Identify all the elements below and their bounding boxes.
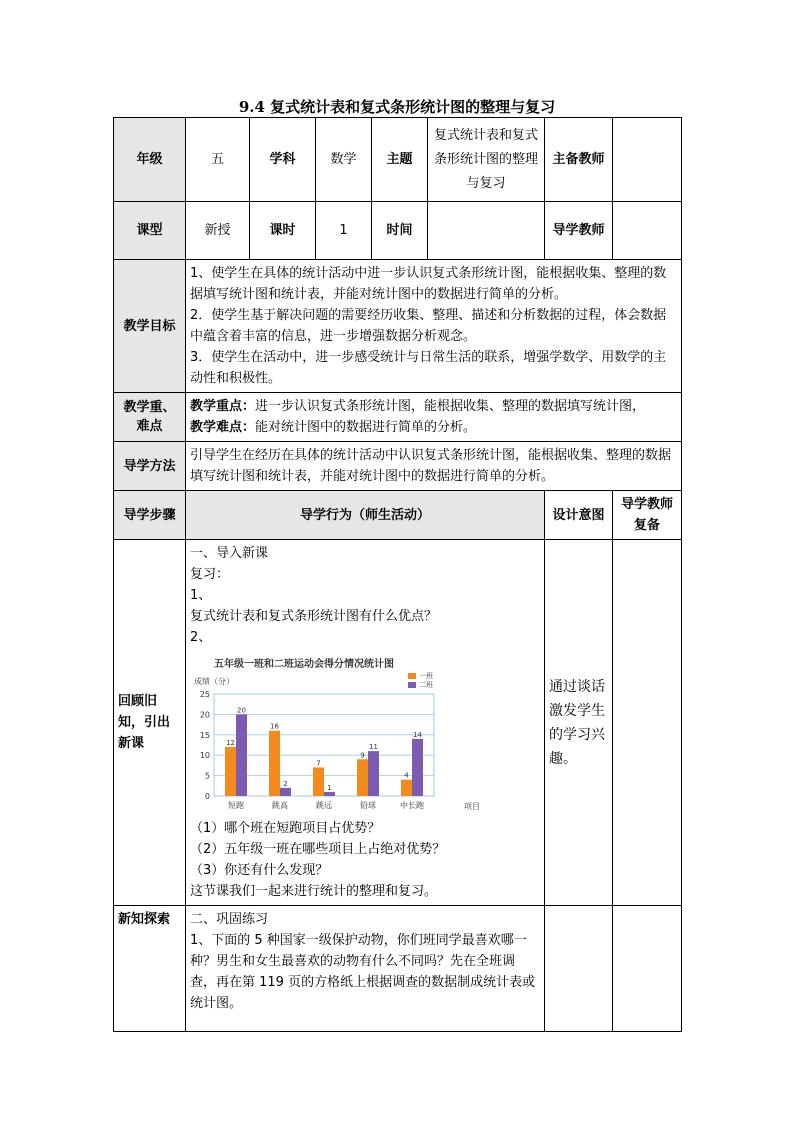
chart-title: 五年级一班和二班运动会得分情况统计图 xyxy=(214,659,394,670)
lesson-type-value: 新授 xyxy=(186,202,250,260)
section2-review xyxy=(613,906,682,1032)
goal-item: 2．使学生基于解决问题的需要经历收集、整理、描述和分析数据的过程，体会数据中蕴含着丰富的信息，进一步增强数据分析观念。 xyxy=(190,308,667,344)
topic-value: 复式统计表和复式条形统计图的整理与复习 xyxy=(428,118,545,202)
topic-label: 主题 xyxy=(372,118,428,202)
bar xyxy=(368,751,379,796)
lesson-plan-table xyxy=(113,117,682,1032)
key-point-text: 进一步认识复式条形统计图，能根据收集、整理的数据填写统计图， xyxy=(255,399,646,414)
goals-label: 教学目标 xyxy=(114,260,186,393)
y-tick-label: 15 xyxy=(199,730,210,740)
bar xyxy=(357,759,368,796)
key-point-label: 教学重点： xyxy=(190,399,256,414)
bar-value-label: 9 xyxy=(360,751,365,760)
steps-header: 导学步骤 xyxy=(114,491,186,540)
chart-ylabel: 成绩（分） xyxy=(194,677,234,686)
guide-teacher-label: 导学教师 xyxy=(545,202,613,260)
goal-item: 3．使学生在活动中，进一步感受统计与日常生活的联系，增强学数学、用数学的主动性和积极性。 xyxy=(190,350,667,386)
x-tick-label: 中长跑 xyxy=(400,801,424,810)
grade-value: 五 xyxy=(186,118,250,202)
goal-item: 1、使学生在具体的统计活动中进一步认识复式条形统计图，能根据收集、整理的数据填写统计图和统计表，并能对统计图中的数据进行简单的分析。 xyxy=(190,266,667,302)
legend-swatch xyxy=(408,682,416,688)
document-title: 9.4 复式统计表和复式条形统计图的整理与复习 xyxy=(238,98,556,116)
bar-value-label: 2 xyxy=(283,779,288,788)
bar xyxy=(280,788,291,796)
bar xyxy=(269,731,280,796)
legend-label: 一班 xyxy=(419,672,433,680)
grade-label: 年级 xyxy=(114,118,186,202)
section1-content xyxy=(186,540,545,906)
section1-label: 回顾旧知，引出新课 xyxy=(114,540,186,906)
difficulty-text: 能对统计图中的数据进行简单的分析。 xyxy=(255,420,477,435)
method-text: 引导学生在经历在具体的统计活动中认识复式条形统计图，能根据收集、整理的数据填写统计图和统计表，并能对统计图中的数据进行简单的分析。 xyxy=(186,442,682,491)
x-tick-label: 短跑 xyxy=(228,801,244,810)
y-tick-label: 5 xyxy=(204,771,210,781)
period-label: 课时 xyxy=(250,202,316,260)
y-tick-label: 10 xyxy=(199,751,210,761)
bar xyxy=(313,767,324,796)
bar-value-label: 1 xyxy=(327,783,332,792)
legend-swatch xyxy=(408,673,416,679)
section2-heading: 二、巩固练习 xyxy=(190,912,269,927)
goals-content xyxy=(186,260,682,393)
bar xyxy=(225,747,236,796)
bar-value-label: 12 xyxy=(226,739,235,748)
bar xyxy=(412,739,423,796)
y-tick-label: 20 xyxy=(199,710,210,720)
y-tick-label: 25 xyxy=(199,690,210,699)
section1-heading: 一、导入新课 xyxy=(190,546,269,561)
bar-value-label: 16 xyxy=(270,722,279,731)
bar-value-label: 20 xyxy=(237,706,246,715)
method-label: 导学方法 xyxy=(114,442,186,491)
period-value: 1 xyxy=(316,202,372,260)
intent-header: 设计意图 xyxy=(545,491,613,540)
bar xyxy=(324,792,335,796)
score-bar-chart xyxy=(190,654,490,814)
item-number-2: 2、 xyxy=(190,630,212,645)
question-2-3: （3）你还有什么发现？ xyxy=(190,863,329,878)
lead-teacher-value xyxy=(613,118,682,202)
x-tick-label: 跳高 xyxy=(272,801,288,810)
difficulty-label: 教学难点： xyxy=(190,420,256,435)
bar-value-label: 14 xyxy=(413,730,422,739)
legend-label: 二班 xyxy=(419,681,433,689)
lesson-type-label: 课型 xyxy=(114,202,186,260)
key-points-content xyxy=(186,393,682,442)
lead-teacher-label: 主备教师 xyxy=(545,118,613,202)
bar xyxy=(236,714,247,796)
bar-value-label: 11 xyxy=(369,743,378,752)
question-1: 复式统计表和复式条形统计图有什么优点？ xyxy=(190,609,438,624)
review-header: 导学教师复备 xyxy=(613,491,682,540)
section2-text: 1、下面的 5 种国家一级保护动物，你们班同学最喜欢哪一种？男生和女生最喜欢的动物有什么不同吗？先在全班调查，再在第 119 页的方格纸上根据调查的数据制成统计表或统计图。 xyxy=(190,933,536,1011)
question-2-1: （1）哪个班在短跑项目占优势？ xyxy=(190,821,381,836)
section2-content xyxy=(186,906,545,1032)
section1-review xyxy=(613,540,682,906)
actions-header: 导学行为（师生活动） xyxy=(186,491,545,540)
x-tick-label: 铅球 xyxy=(360,801,376,810)
section2-label: 新知探索 xyxy=(114,906,186,1032)
bar-value-label: 4 xyxy=(404,771,409,780)
x-tick-label: 跳远 xyxy=(316,801,332,810)
time-value xyxy=(428,202,545,260)
section1-intent: 通过谈话激发学生的学习兴趣。 xyxy=(545,540,613,906)
key-points-label: 教学重、难点 xyxy=(114,393,186,442)
guide-teacher-value xyxy=(613,202,682,260)
item-number-1: 1、 xyxy=(190,588,212,603)
time-label: 时间 xyxy=(372,202,428,260)
subject-label: 学科 xyxy=(250,118,316,202)
review-label: 复习： xyxy=(190,567,230,582)
section1-closing: 这节课我们一起来进行统计的整理和复习。 xyxy=(190,884,438,899)
bar-value-label: 7 xyxy=(316,759,321,768)
question-2-2: （2）五年级一班在哪些项目上占绝对优势？ xyxy=(190,842,446,857)
chart-xlabel: 项目 xyxy=(464,802,480,811)
subject-value: 数学 xyxy=(316,118,372,202)
bar xyxy=(401,780,412,796)
y-tick-label: 0 xyxy=(204,792,210,801)
section2-intent xyxy=(545,906,613,1032)
